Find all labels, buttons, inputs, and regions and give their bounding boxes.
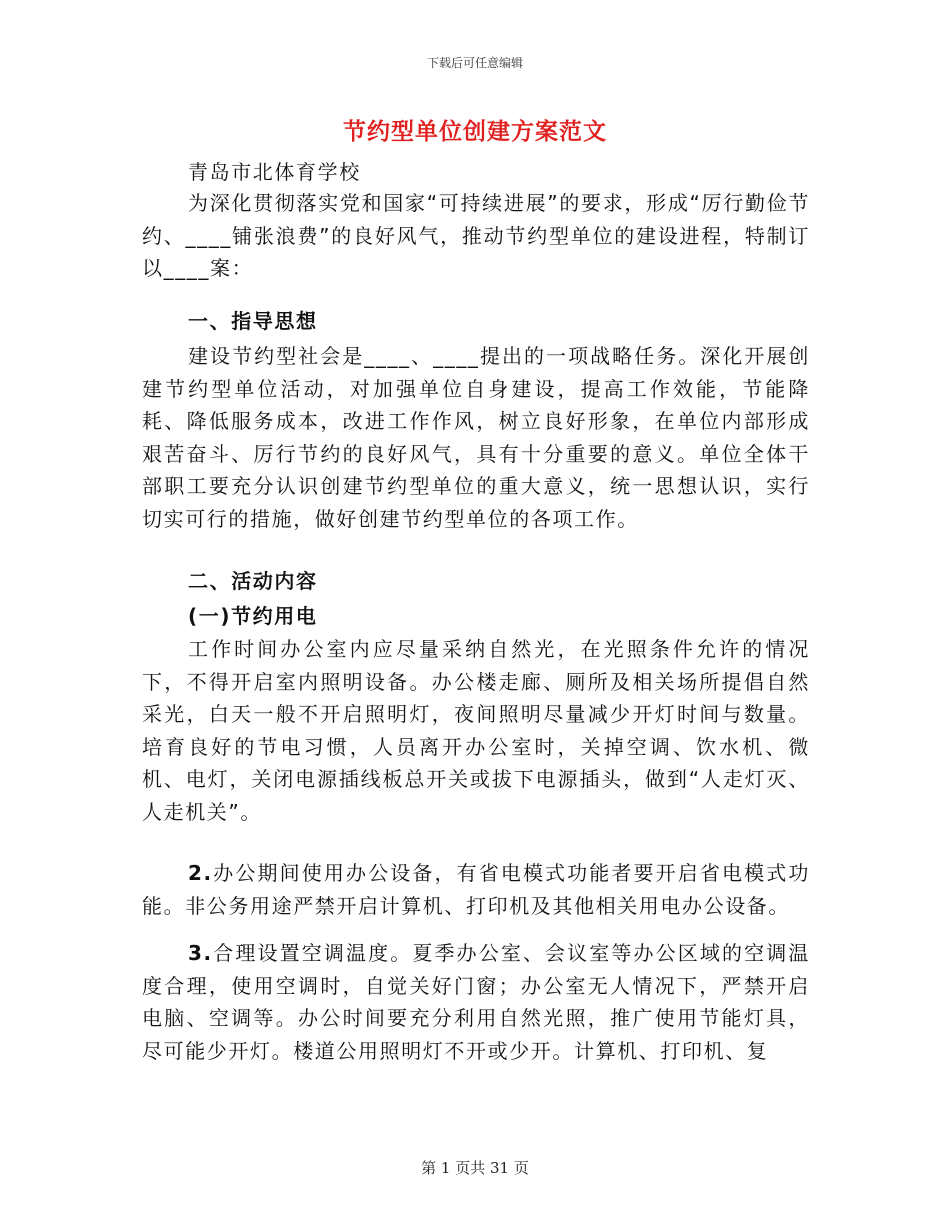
school-name: 青岛市北体育学校	[188, 160, 361, 184]
item3-paragraph	[142, 937, 810, 1067]
item3-number: 3.	[188, 941, 213, 965]
subsection1-heading: (一)节约用电	[188, 604, 318, 628]
section2-heading: 二、活动内容	[188, 569, 318, 593]
item1-paragraph: 工作时间办公室内应尽量采纳自然光，在光照条件允许的情况下，不得开启室内照明设备。办公楼走廊、厕所及相关场所提倡自然采光，白天一般不开启照明灯，夜间照明尽量减少开灯时间与数量。培育良好的节电习惯，人员离开办公室时，关掉空调、饮水机、微机、电灯，关闭电源插线板总开关或拔下电源插头，做到“人走灯灭、人走机关”。	[142, 637, 810, 824]
page-footer: 第 1 页共 31 页	[421, 1159, 529, 1177]
section1-paragraph: 建设节约型社会是____、____提出的一项战略任务。深化开展创建节约型单位活动，对加强单位自身建设，提高工作效能，节能降耗、降低服务成本，改进工作作风，树立良好形象，在单位内部形成艰苦奋斗、厉行节约的良好风气，具有十分重要的意义。单位全体干部职工要充分认识创建节约型单位的重大意义，统一思想认识，实行切实可行的措施，做好创建节约型单位的各项工作。	[142, 344, 810, 531]
item2-number: 2.	[188, 861, 213, 885]
document-title: 节约型单位创建方案范文	[343, 119, 607, 145]
header-note: 下载后可任意编辑	[426, 56, 523, 70]
item2-text: 办公期间使用办公设备，有省电模式功能者要开启省电模式功能。非公务用途严禁开启计算机、打印机及其他相关用电办公设备。	[142, 861, 810, 918]
section1-heading: 一、指导思想	[188, 309, 318, 333]
item2-paragraph	[142, 857, 810, 922]
intro-paragraph: 为深化贯彻落实党和国家“可持续进展”的要求，形成“厉行勤俭节约、____铺张浪费”的良好风气，推动节约型单位的建设进程，特制订以____案：	[142, 191, 810, 280]
item3-text: 合理设置空调温度。夏季办公室、会议室等办公区域的空调温度合理，使用空调时，自觉关好门窗；办公室无人情况下，严禁开启电脑、空调等。办公时间要充分利用自然光照，推广使用节能灯具，尽可能少开灯。楼道公用照明灯不开或少开。计算机、打印机、复	[142, 941, 810, 1063]
